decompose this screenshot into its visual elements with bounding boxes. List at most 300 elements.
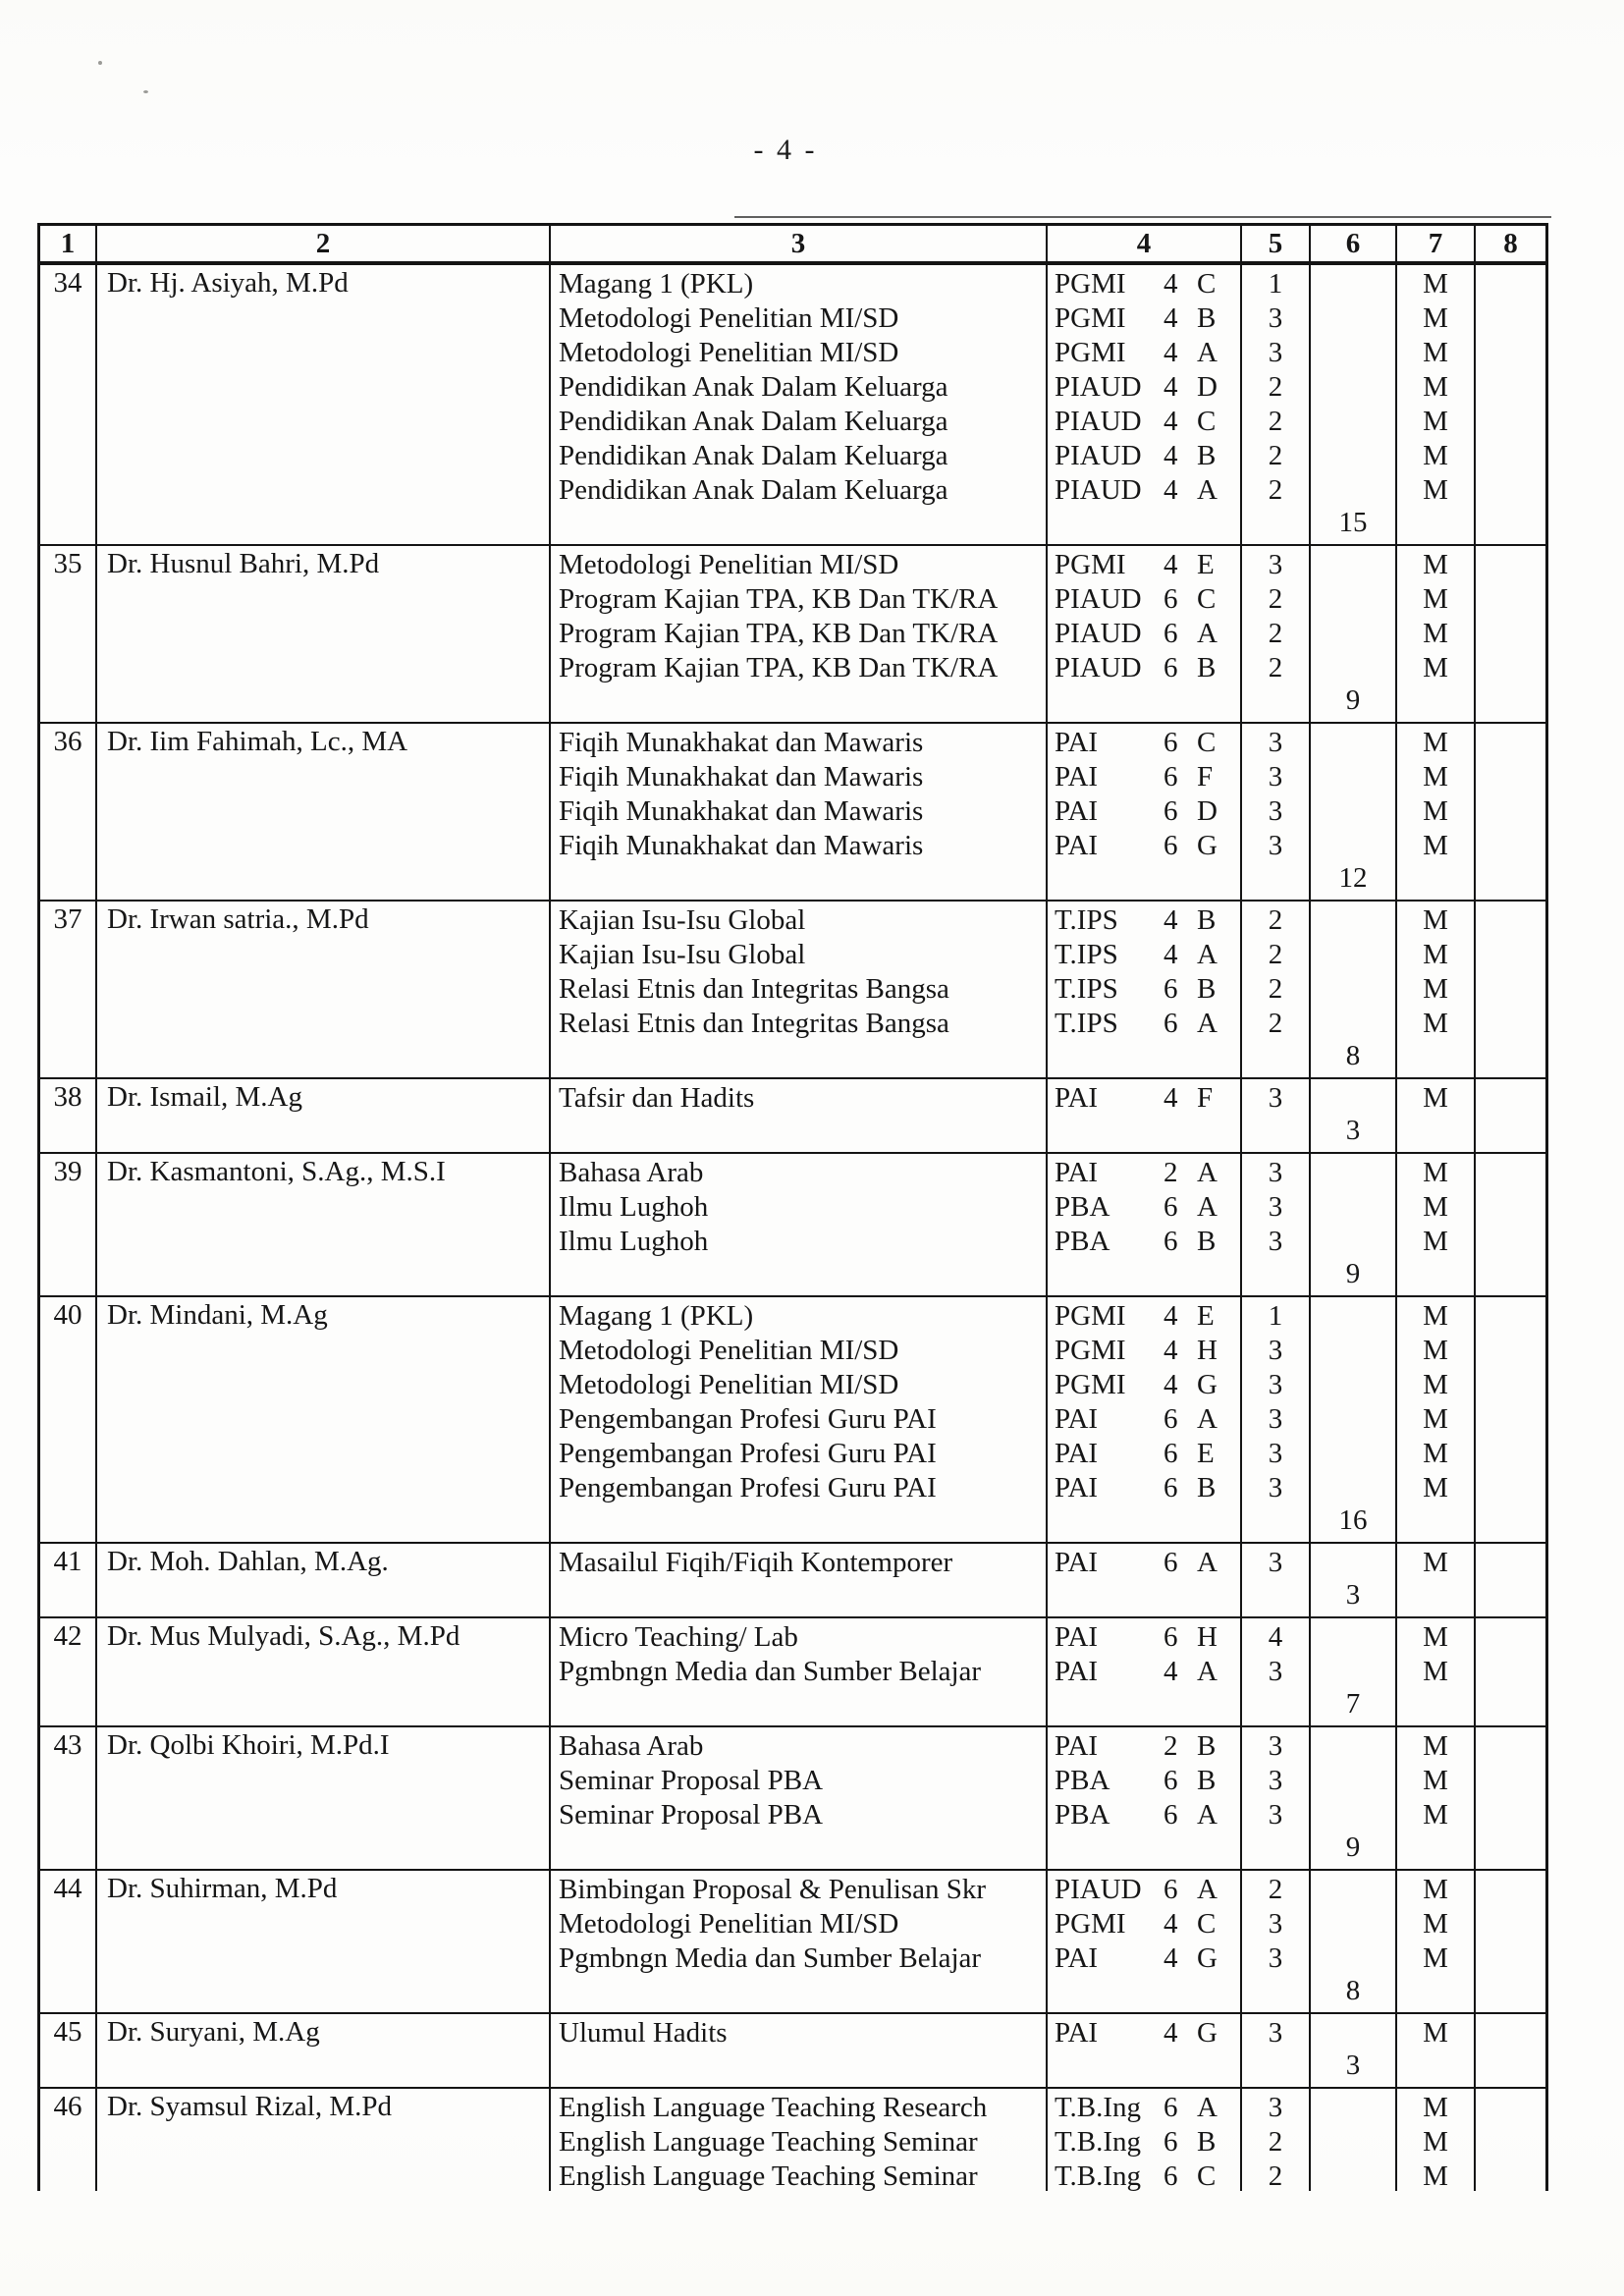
course-name: Fiqih Munakhakat dan Mawaris — [559, 795, 924, 827]
semester-value: 4 — [1164, 474, 1178, 506]
column-header-6: 6 — [1311, 226, 1397, 261]
credit-hours: 3 — [1268, 1547, 1283, 1578]
credit-hours: 2 — [1268, 371, 1283, 403]
courses-cell — [551, 1154, 1048, 1295]
semester-value: 4 — [1164, 337, 1178, 368]
credit-hours: 2 — [1268, 904, 1283, 936]
course-name: Program Kajian TPA, KB Dan TK/RA — [559, 652, 999, 683]
courses-cell — [551, 1079, 1048, 1152]
lecturer-row-40 — [40, 1297, 1545, 1544]
program-code: PIAUD — [1055, 618, 1142, 649]
column-header-7: 7 — [1397, 226, 1476, 261]
lecturer-row-43 — [40, 1727, 1545, 1871]
program-code: PGMI — [1055, 268, 1126, 300]
program-line — [1048, 1334, 1240, 1368]
semester-value: 4 — [1164, 1369, 1178, 1400]
program-line — [1048, 1299, 1240, 1334]
program-code: T.B.Ing — [1055, 2092, 1142, 2123]
class-letter: A — [1197, 1547, 1218, 1578]
class-letter: B — [1197, 652, 1217, 683]
total-credits: 16 — [1338, 1504, 1368, 1536]
status-cell — [1397, 1618, 1476, 1725]
total-credits-cell — [1311, 724, 1397, 900]
program-line — [1048, 1156, 1240, 1190]
course-name: Pengembangan Profesi Guru PAI — [559, 1472, 937, 1503]
total-credits-cell — [1311, 1544, 1397, 1616]
credit-hours: 3 — [1268, 1908, 1283, 1940]
credit-hours: 3 — [1268, 1403, 1283, 1435]
lecturer-row-41 — [40, 1544, 1545, 1618]
row-number: 35 — [40, 546, 97, 722]
table-header-row — [40, 226, 1545, 265]
teaching-status: M — [1423, 337, 1448, 368]
credit-hours: 3 — [1268, 761, 1283, 793]
courses-cell — [551, 2089, 1048, 2191]
total-credits-cell — [1311, 1297, 1397, 1542]
program-code: T.IPS — [1055, 973, 1118, 1005]
program-code: T.B.Ing — [1055, 2126, 1142, 2158]
class-letter: C — [1197, 406, 1217, 437]
courses-cell — [551, 1297, 1048, 1542]
program-code: PAI — [1055, 1656, 1099, 1687]
class-letter: H — [1197, 1335, 1218, 1366]
credits-cell — [1242, 1871, 1311, 2012]
row-number: 37 — [40, 902, 97, 1077]
credits-cell — [1242, 1079, 1311, 1152]
credit-hours: 3 — [1268, 727, 1283, 758]
credit-hours: 3 — [1268, 2092, 1283, 2123]
course-name: Pgmbngn Media dan Sumber Belajar — [559, 1656, 982, 1687]
program-code: PAI — [1055, 1403, 1099, 1435]
semester-value: 2 — [1164, 1157, 1178, 1188]
teaching-status: M — [1423, 268, 1448, 300]
program-code: PGMI — [1055, 549, 1126, 580]
scan-artifact-line — [734, 216, 1551, 218]
credit-hours: 3 — [1268, 1082, 1283, 1114]
program-cell — [1048, 902, 1242, 1077]
class-letter: B — [1197, 1730, 1217, 1762]
credits-cell — [1242, 2014, 1311, 2087]
program-line — [1048, 1081, 1240, 1116]
course-name: Pendidikan Anak Dalam Keluarga — [559, 406, 948, 437]
teaching-status: M — [1423, 1191, 1448, 1223]
program-cell — [1048, 1871, 1242, 2012]
teaching-status: M — [1423, 583, 1448, 615]
courses-cell — [551, 546, 1048, 722]
semester-value: 6 — [1164, 1438, 1178, 1469]
program-line — [1048, 336, 1240, 370]
course-name: Relasi Etnis dan Integritas Bangsa — [559, 1008, 949, 1039]
teaching-status: M — [1423, 406, 1448, 437]
row-number: 41 — [40, 1544, 97, 1616]
program-code: T.B.Ing — [1055, 2160, 1142, 2191]
class-letter: C — [1197, 727, 1217, 758]
class-letter: B — [1197, 1765, 1217, 1796]
program-line — [1048, 1764, 1240, 1798]
courses-cell — [551, 902, 1048, 1077]
credit-hours: 2 — [1268, 474, 1283, 506]
semester-value: 6 — [1164, 1472, 1178, 1503]
row-number: 40 — [40, 1297, 97, 1542]
row-number: 43 — [40, 1727, 97, 1869]
class-letter: B — [1197, 904, 1217, 936]
program-code: PIAUD — [1055, 406, 1142, 437]
teaching-status: M — [1423, 1226, 1448, 1257]
program-code: PGMI — [1055, 1300, 1126, 1332]
course-name: Kajian Isu-Isu Global — [559, 939, 806, 970]
program-code: T.IPS — [1055, 939, 1118, 970]
total-credits: 3 — [1345, 1115, 1361, 1146]
program-code: PBA — [1055, 1191, 1110, 1223]
program-code: PAI — [1055, 1157, 1099, 1188]
course-name: Bimbingan Proposal & Penulisan Skr — [559, 1874, 986, 1905]
program-line — [1048, 617, 1240, 651]
course-name: Pendidikan Anak Dalam Keluarga — [559, 440, 948, 471]
lecturer-name: Dr. Suryani, M.Ag — [97, 2014, 551, 2087]
program-code: PAI — [1055, 1472, 1099, 1503]
class-letter: A — [1197, 1191, 1218, 1223]
teaching-status: M — [1423, 2126, 1448, 2158]
total-credits: 8 — [1345, 1040, 1361, 1071]
course-name: Metodologi Penelitian MI/SD — [559, 337, 899, 368]
class-letter: G — [1197, 2017, 1218, 2049]
remarks-cell — [1476, 1727, 1545, 1869]
class-letter: B — [1197, 1472, 1217, 1503]
program-code: PIAUD — [1055, 371, 1142, 403]
program-code: PAI — [1055, 727, 1099, 758]
class-letter: D — [1197, 371, 1218, 403]
courses-cell — [551, 2014, 1048, 2087]
program-line — [1048, 582, 1240, 617]
credits-cell — [1242, 265, 1311, 544]
row-number: 42 — [40, 1618, 97, 1725]
total-credits-cell — [1311, 1079, 1397, 1152]
program-cell — [1048, 1154, 1242, 1295]
credit-hours: 2 — [1268, 2160, 1283, 2191]
semester-value: 6 — [1164, 1547, 1178, 1578]
course-name: Bahasa Arab — [559, 1730, 704, 1762]
credit-hours: 2 — [1268, 652, 1283, 683]
semester-value: 4 — [1164, 939, 1178, 970]
program-code: PGMI — [1055, 1369, 1126, 1400]
program-cell — [1048, 1618, 1242, 1725]
lecturer-row-44 — [40, 1871, 1545, 2014]
credit-hours: 3 — [1268, 830, 1283, 861]
class-letter: G — [1197, 830, 1218, 861]
teaching-status: M — [1423, 1874, 1448, 1905]
total-credits: 9 — [1345, 1831, 1361, 1863]
teaching-status: M — [1423, 618, 1448, 649]
program-line — [1048, 903, 1240, 938]
remarks-cell — [1476, 1297, 1545, 1542]
program-line — [1048, 2016, 1240, 2050]
program-line — [1048, 1437, 1240, 1471]
courses-cell — [551, 265, 1048, 544]
semester-value: 4 — [1164, 440, 1178, 471]
semester-value: 6 — [1164, 618, 1178, 649]
program-code: PGMI — [1055, 337, 1126, 368]
semester-value: 6 — [1164, 1765, 1178, 1796]
column-header-2: 2 — [97, 226, 551, 261]
teaching-assignment-table — [37, 223, 1548, 2191]
column-header-3: 3 — [551, 226, 1048, 261]
semester-value: 4 — [1164, 1082, 1178, 1114]
course-name: English Language Teaching Seminar — [559, 2126, 978, 2158]
lecturer-name: Dr. Husnul Bahri, M.Pd — [97, 546, 551, 722]
program-line — [1048, 1907, 1240, 1941]
remarks-cell — [1476, 1871, 1545, 2012]
class-letter: C — [1197, 583, 1217, 615]
course-name: English Language Teaching Seminar — [559, 2160, 978, 2191]
course-name: Magang 1 (PKL) — [559, 1300, 754, 1332]
program-line — [1048, 794, 1240, 829]
lecturer-name: Dr. Syamsul Rizal, M.Pd — [97, 2089, 551, 2191]
credit-hours: 3 — [1268, 1369, 1283, 1400]
class-letter: B — [1197, 2126, 1217, 2158]
program-code: PBA — [1055, 1765, 1110, 1796]
course-name: English Language Teaching Research — [559, 2092, 988, 2123]
semester-value: 6 — [1164, 973, 1178, 1005]
credit-hours: 3 — [1268, 1335, 1283, 1366]
credits-cell — [1242, 1154, 1311, 1295]
course-name: Metodologi Penelitian MI/SD — [559, 1369, 899, 1400]
program-line — [1048, 548, 1240, 582]
teaching-status: M — [1423, 1438, 1448, 1469]
page-number: - 4 - — [753, 134, 818, 166]
semester-value: 6 — [1164, 652, 1178, 683]
credit-hours: 3 — [1268, 1191, 1283, 1223]
courses-cell — [551, 1544, 1048, 1616]
course-name: Pendidikan Anak Dalam Keluarga — [559, 371, 948, 403]
credit-hours: 3 — [1268, 1157, 1283, 1188]
program-line — [1048, 473, 1240, 508]
course-name: Micro Teaching/ Lab — [559, 1621, 798, 1653]
program-code: PAI — [1055, 761, 1099, 793]
row-number: 34 — [40, 265, 97, 544]
program-line — [1048, 301, 1240, 336]
program-line — [1048, 1546, 1240, 1580]
credits-cell — [1242, 1618, 1311, 1725]
teaching-status: M — [1423, 371, 1448, 403]
teaching-status: M — [1423, 1656, 1448, 1687]
course-name: Masailul Fiqih/Fiqih Kontemporer — [559, 1547, 953, 1578]
total-credits: 12 — [1338, 862, 1368, 894]
teaching-status: M — [1423, 2092, 1448, 2123]
semester-value: 6 — [1164, 1874, 1178, 1905]
lecturer-row-34 — [40, 265, 1545, 546]
program-line — [1048, 2159, 1240, 2191]
semester-value: 6 — [1164, 2160, 1178, 2191]
remarks-cell — [1476, 265, 1545, 544]
course-name: Ilmu Lughoh — [559, 1191, 709, 1223]
semester-value: 4 — [1164, 1942, 1178, 1974]
class-letter: A — [1197, 474, 1218, 506]
courses-cell — [551, 1727, 1048, 1869]
row-number: 45 — [40, 2014, 97, 2087]
teaching-status: M — [1423, 440, 1448, 471]
teaching-status: M — [1423, 1908, 1448, 1940]
teaching-status: M — [1423, 1765, 1448, 1796]
semester-value: 4 — [1164, 406, 1178, 437]
class-letter: E — [1197, 1300, 1215, 1332]
program-line — [1048, 1798, 1240, 1832]
course-name: Relasi Etnis dan Integritas Bangsa — [559, 973, 949, 1005]
scan-speck — [143, 90, 148, 93]
teaching-status: M — [1423, 1730, 1448, 1762]
semester-value: 6 — [1164, 1799, 1178, 1831]
class-letter: C — [1197, 1908, 1217, 1940]
credit-hours: 2 — [1268, 939, 1283, 970]
remarks-cell — [1476, 1079, 1545, 1152]
course-name: Seminar Proposal PBA — [559, 1799, 824, 1831]
program-line — [1048, 726, 1240, 760]
program-code: PAI — [1055, 1547, 1099, 1578]
credits-cell — [1242, 1727, 1311, 1869]
semester-value: 6 — [1164, 1621, 1178, 1653]
status-cell — [1397, 546, 1476, 722]
total-credits: 9 — [1345, 1258, 1361, 1289]
total-credits: 3 — [1345, 1579, 1361, 1611]
class-letter: A — [1197, 1799, 1218, 1831]
column-header-5: 5 — [1242, 226, 1311, 261]
lecturer-name: Dr. Kasmantoni, S.Ag., M.S.I — [97, 1154, 551, 1295]
scan-speck — [98, 61, 102, 65]
remarks-cell — [1476, 2089, 1545, 2191]
course-name: Bahasa Arab — [559, 1157, 704, 1188]
lecturer-name: Dr. Irwan satria., M.Pd — [97, 902, 551, 1077]
course-name: Metodologi Penelitian MI/SD — [559, 1335, 899, 1366]
lecturer-name: Dr. Hj. Asiyah, M.Pd — [97, 265, 551, 544]
total-credits-cell — [1311, 546, 1397, 722]
program-code: PIAUD — [1055, 652, 1142, 683]
program-code: PBA — [1055, 1226, 1110, 1257]
course-name: Program Kajian TPA, KB Dan TK/RA — [559, 618, 999, 649]
teaching-status: M — [1423, 1082, 1448, 1114]
remarks-cell — [1476, 2014, 1545, 2087]
program-line — [1048, 370, 1240, 405]
class-letter: C — [1197, 2160, 1217, 2191]
semester-value: 6 — [1164, 830, 1178, 861]
program-line — [1048, 651, 1240, 685]
course-name: Fiqih Munakhakat dan Mawaris — [559, 761, 924, 793]
status-cell — [1397, 1297, 1476, 1542]
status-cell — [1397, 2014, 1476, 2087]
course-name: Pendidikan Anak Dalam Keluarga — [559, 474, 948, 506]
lecturer-name: Dr. Suhirman, M.Pd — [97, 1871, 551, 2012]
program-code: PBA — [1055, 1799, 1110, 1831]
class-letter: A — [1197, 337, 1218, 368]
semester-value: 6 — [1164, 2126, 1178, 2158]
program-line — [1048, 439, 1240, 473]
class-letter: B — [1197, 973, 1217, 1005]
program-line — [1048, 267, 1240, 301]
semester-value: 6 — [1164, 1191, 1178, 1223]
credits-cell — [1242, 1544, 1311, 1616]
semester-value: 6 — [1164, 1403, 1178, 1435]
total-credits-cell — [1311, 902, 1397, 1077]
credit-hours: 1 — [1268, 268, 1283, 300]
row-number: 38 — [40, 1079, 97, 1152]
row-number: 39 — [40, 1154, 97, 1295]
program-code: PAI — [1055, 1082, 1099, 1114]
semester-value: 6 — [1164, 727, 1178, 758]
program-line — [1048, 1471, 1240, 1505]
class-letter: A — [1197, 1656, 1218, 1687]
courses-cell — [551, 1871, 1048, 2012]
total-credits-cell — [1311, 1618, 1397, 1725]
credit-hours: 2 — [1268, 583, 1283, 615]
semester-value: 4 — [1164, 1335, 1178, 1366]
program-code: PAI — [1055, 795, 1099, 827]
program-code: T.IPS — [1055, 1008, 1118, 1039]
program-line — [1048, 1655, 1240, 1689]
credits-cell — [1242, 724, 1311, 900]
teaching-status: M — [1423, 1403, 1448, 1435]
teaching-status: M — [1423, 1008, 1448, 1039]
class-letter: A — [1197, 939, 1218, 970]
credit-hours: 3 — [1268, 1799, 1283, 1831]
program-line — [1048, 1941, 1240, 1976]
credit-hours: 1 — [1268, 1300, 1283, 1332]
teaching-status: M — [1423, 1335, 1448, 1366]
program-code: PGMI — [1055, 1908, 1126, 1940]
teaching-status: M — [1423, 302, 1448, 334]
program-code: PGMI — [1055, 1335, 1126, 1366]
courses-cell — [551, 724, 1048, 900]
lecturer-name: Dr. Mus Mulyadi, S.Ag., M.Pd — [97, 1618, 551, 1725]
course-name: Program Kajian TPA, KB Dan TK/RA — [559, 583, 999, 615]
credit-hours: 2 — [1268, 406, 1283, 437]
program-code: T.IPS — [1055, 904, 1118, 936]
credit-hours: 3 — [1268, 1765, 1283, 1796]
credit-hours: 4 — [1268, 1621, 1283, 1653]
program-line — [1048, 972, 1240, 1007]
column-header-4: 4 — [1048, 226, 1242, 261]
program-code: PAI — [1055, 1621, 1099, 1653]
total-credits-cell — [1311, 1727, 1397, 1869]
program-line — [1048, 760, 1240, 794]
credits-cell — [1242, 546, 1311, 722]
credit-hours: 2 — [1268, 618, 1283, 649]
program-code: PIAUD — [1055, 474, 1142, 506]
program-line — [1048, 1368, 1240, 1402]
credit-hours: 2 — [1268, 1874, 1283, 1905]
credit-hours: 3 — [1268, 1438, 1283, 1469]
class-letter: C — [1197, 268, 1217, 300]
semester-value: 2 — [1164, 1730, 1178, 1762]
total-credits: 9 — [1345, 684, 1361, 716]
program-line — [1048, 1225, 1240, 1259]
teaching-status: M — [1423, 1621, 1448, 1653]
teaching-status: M — [1423, 830, 1448, 861]
program-cell — [1048, 1727, 1242, 1869]
teaching-status: M — [1423, 1799, 1448, 1831]
total-credits-cell — [1311, 1871, 1397, 2012]
total-credits: 15 — [1338, 507, 1368, 538]
credit-hours: 2 — [1268, 1008, 1283, 1039]
course-name: Tafsir dan Hadits — [559, 1082, 755, 1114]
lecturer-row-46 — [40, 2089, 1545, 2191]
class-letter: H — [1197, 1621, 1218, 1653]
lecturer-row-45 — [40, 2014, 1545, 2089]
teaching-status: M — [1423, 1547, 1448, 1578]
program-code: PAI — [1055, 830, 1099, 861]
row-number: 44 — [40, 1871, 97, 2012]
remarks-cell — [1476, 1544, 1545, 1616]
program-cell — [1048, 2014, 1242, 2087]
semester-value: 6 — [1164, 583, 1178, 615]
program-line — [1048, 1190, 1240, 1225]
